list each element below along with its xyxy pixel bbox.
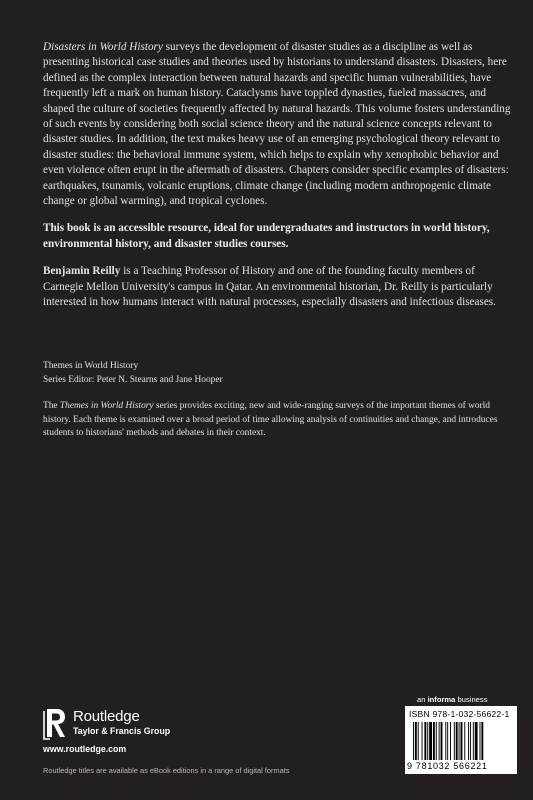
- barcode-bar: [418, 722, 419, 760]
- barcode-bar: [464, 722, 465, 760]
- barcode-bar: [441, 722, 443, 760]
- barcode-bar: [413, 722, 414, 760]
- series-description: [43, 400, 513, 441]
- author-bio-text: is a Teaching Professor of History and one of the founding faculty members of Carnegie Mellon University's campus in Qatar. An environmental historian, Dr. Reilly is particularly interested in how humans interact with natural processes, especially disasters and infectious diseases.: [43, 265, 496, 309]
- barcode-digits: 9 781032 566221: [407, 761, 488, 771]
- series-editor: Series Editor: Peter N. Stearns and Jane Hooper: [43, 374, 223, 385]
- informa-word: informa: [427, 695, 456, 704]
- publisher-name: Routledge: [73, 708, 140, 725]
- informa-business-tag: [417, 695, 488, 704]
- book-description: [43, 40, 513, 209]
- series-info: [43, 360, 513, 387]
- barcode-bar: [450, 722, 451, 760]
- barcode-bar: [445, 722, 446, 760]
- barcode-bar: [473, 722, 474, 760]
- barcode-bar: [475, 722, 478, 760]
- barcode-bar: [433, 722, 435, 760]
- isbn-number: ISBN 978-1-032-56622-1: [409, 709, 510, 719]
- description-text: surveys the development of disaster studies as a discipline as well as presenting historical case studies and theories used by historians to understand disasters. Disasters, here defined as the complex interaction between natural hazards and specific human vulnerabilities, have frequently left a mark on human history. Cataclysms have toppled dynasties, fueled massacres, and shaped the culture of societies frequently affected by natural hazards. This volume fosters understanding of such events by considering both social science theory and the natural science concepts relevant to disaster studies. In addition, the text makes heavy use of an emerging psychological theory relevant to disaster studies: the behavioral immune system, which helps to explain why xenophobic behavior and even violence often erupt in the aftermath of disasters. Chapters consider specific examples of disasters: earthquakes, tsunamis, volcanic eruptions, climate change (including modern anthropogenic climate change or global warming), and tropical cyclones.: [43, 41, 511, 208]
- ebook-note: Routledge titles are available as eBook editions in a range of digital formats: [43, 766, 290, 775]
- author-name: Benjamin Reilly: [43, 265, 121, 278]
- barcode-icon: [413, 722, 509, 762]
- barcode-bar: [429, 722, 432, 760]
- audience-statement: This book is an accessible resource, ideal for undergraduates and instructors in world history, environmental history, and disaster studies courses.: [43, 222, 490, 250]
- barcode-bar: [422, 722, 423, 760]
- series-name: Themes in World History: [43, 361, 139, 371]
- author-bio: [43, 264, 513, 310]
- series-desc-text: series provides exciting, new and wide-ranging surveys of the important themes of world history. Each theme is examined over a broad period of time allowing analysis of continuities and change, and introduces students to historians' methods and debates in their context.: [43, 401, 498, 438]
- barcode-bar: [456, 722, 458, 760]
- informa-post: business: [455, 695, 488, 704]
- series-desc-pre: The: [43, 401, 60, 411]
- barcode-bar: [481, 722, 483, 760]
- back-cover-blurb: [43, 40, 513, 311]
- book-title: Disasters in World History: [43, 41, 163, 53]
- publisher-block: [43, 707, 243, 752]
- barcode-bar: [436, 722, 437, 760]
- publisher-group: Taylor & Francis Group: [73, 726, 171, 736]
- barcode-bar: [415, 722, 417, 760]
- series-desc-title: Themes in World History: [59, 401, 154, 411]
- barcode-bar: [459, 722, 460, 760]
- barcode-bar: [427, 722, 428, 760]
- routledge-logo-icon: [43, 707, 67, 741]
- publisher-url[interactable]: www.routledge.com: [43, 744, 127, 754]
- isbn-barcode: [405, 706, 517, 774]
- informa-pre: an: [417, 695, 428, 704]
- barcode-bar: [470, 722, 471, 760]
- barcode-bar: [424, 722, 426, 760]
- barcode-bar: [480, 722, 481, 760]
- barcode-bar: [461, 722, 463, 760]
- barcode-bar: [468, 722, 469, 760]
- barcode-bar: [454, 722, 455, 760]
- barcode-bar: [447, 722, 448, 760]
- barcode-bar: [439, 722, 440, 760]
